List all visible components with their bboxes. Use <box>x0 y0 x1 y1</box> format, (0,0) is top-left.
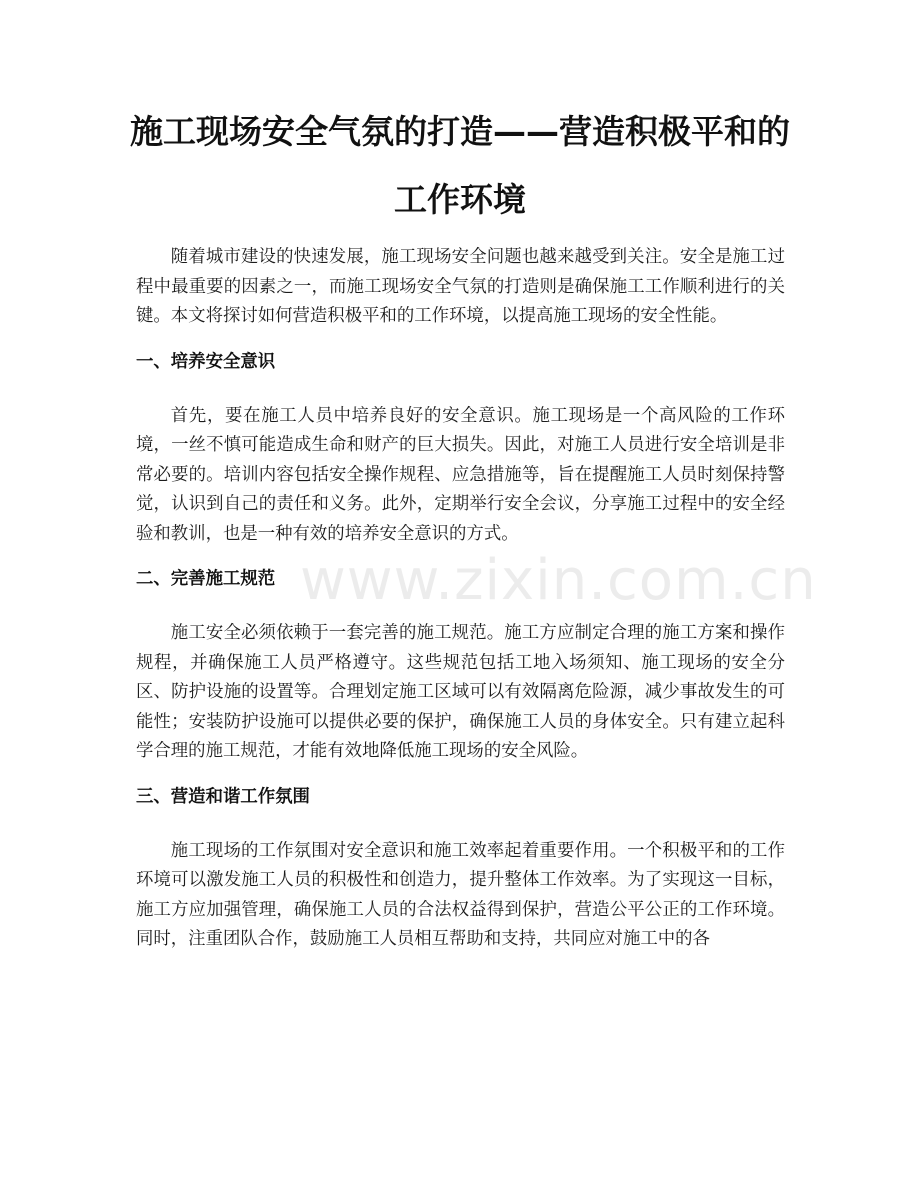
document-title: 施工现场安全气氛的打造——营造积极平和的工作环境 <box>130 112 790 219</box>
section-heading-3: 三、营造和谐工作氛围 <box>136 786 310 807</box>
section-paragraph-1: 首先，要在施工人员中培养良好的安全意识。施工现场是一个高风险的工作环境，一丝不慎可能造成生命和财产的巨大损失。因此，对施工人员进行安全培训是非常必要的。培训内容包括安全操作规程、应急措施等，旨在提醒施工人员时刻保持警觉，认识到自己的责任和义务。此外，定期举行安全会议，分享施工过程中的安全经验和教训，也是一种有效的培养安全意识的方式。 <box>136 405 785 544</box>
section-paragraph-2: 施工安全必须依赖于一套完善的施工规范。施工方应制定合理的施工方案和操作规程，并确保施工人员严格遵守。这些规范包括工地入场须知、施工现场的安全分区、防护设施的设置等。合理划定施工区域可以有效隔离危险源，减少事故发生的可能性；安装防护设施可以提供必要的保护，确保施工人员的身体安全。只有建立起科学合理的施工规范，才能有效地降低施工现场的安全风险。 <box>136 623 785 761</box>
watermark-text: www.zixin.com.cn <box>300 548 817 613</box>
section-paragraph-3: 施工现场的工作氛围对安全意识和施工效率起着重要作用。一个积极平和的工作环境可以激发施工人员的积极性和创造力，提升整体工作效率。为了实现这一目标，施工方应加强管理，确保施工人员的合法权益得到保护，营造公平公正的工作环境。同时，注重团队合作，鼓励施工人员相互帮助和支持，共同应对施工中的各 <box>136 840 785 949</box>
intro-paragraph: 随着城市建设的快速发展，施工现场安全问题也越来越受到关注。安全是施工过程中最重要的因素之一，而施工现场安全气氛的打造则是确保施工工作顺利进行的关键。本文将探讨如何营造积极平和的工作环境，以提高施工现场的安全性能。 <box>136 247 785 326</box>
section-heading-1: 一、培养安全意识 <box>136 351 276 372</box>
section-heading-2: 二、完善施工规范 <box>136 569 276 589</box>
document-body <box>136 243 785 955</box>
